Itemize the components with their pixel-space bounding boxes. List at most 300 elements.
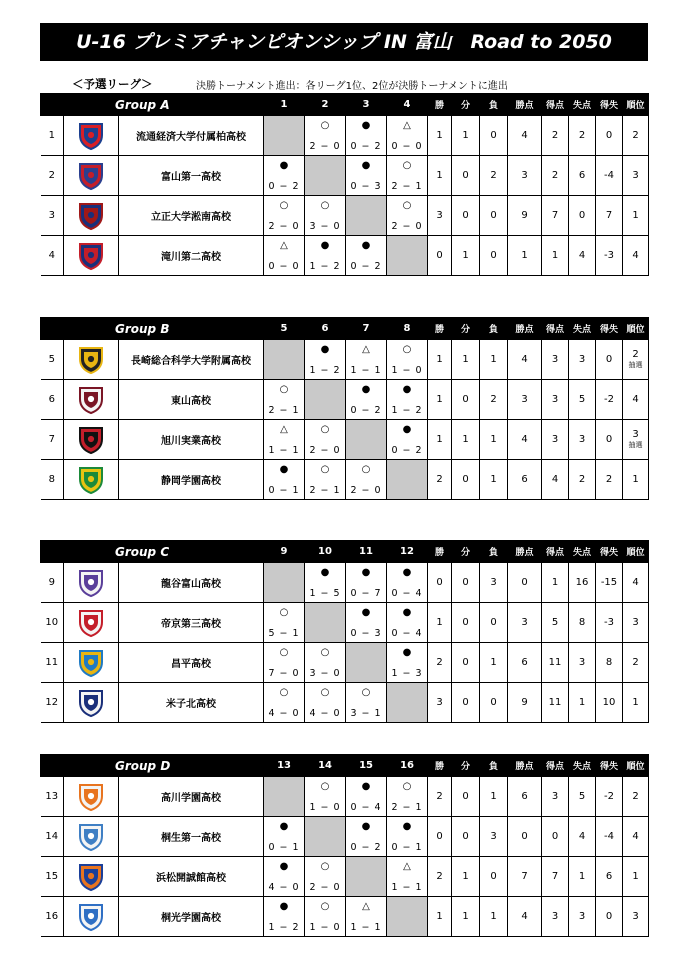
match-result-cell	[346, 777, 387, 817]
takagawa-gakuen-crest-icon	[64, 777, 119, 817]
match-score: 0 − 4	[350, 802, 382, 813]
match-result-cell	[387, 420, 428, 460]
header-points: 勝点	[508, 755, 542, 777]
match-result-cell	[346, 340, 387, 380]
goal-difference: -2	[596, 380, 623, 420]
match-result-cell	[346, 460, 387, 500]
team-number: 9	[41, 563, 64, 603]
opponent-column-header: 4	[387, 94, 428, 116]
header-gf: 得点	[542, 94, 569, 116]
header-draw: 分	[452, 541, 480, 563]
losses: 3	[480, 817, 508, 857]
goal-difference: -4	[596, 817, 623, 857]
goals-for: 3	[542, 897, 569, 937]
points: 6	[508, 777, 542, 817]
draws: 1	[452, 420, 480, 460]
match-score: 0 − 2	[350, 405, 382, 416]
opponent-column-header: 3	[346, 94, 387, 116]
match-score: 1 − 3	[391, 668, 423, 679]
draws: 0	[452, 683, 480, 723]
goals-against: 1	[569, 683, 596, 723]
match-result-cell	[387, 857, 428, 897]
goal-difference: 0	[596, 420, 623, 460]
school-name: 桐光学園高校	[119, 897, 264, 937]
header-loss: 負	[480, 318, 508, 340]
match-result-cell	[305, 857, 346, 897]
goals-for: 3	[542, 380, 569, 420]
points: 0	[508, 817, 542, 857]
self-match-cell	[346, 857, 387, 897]
match-result-cell	[387, 340, 428, 380]
goals-against: 3	[569, 643, 596, 683]
wins: 2	[428, 460, 452, 500]
goals-against: 3	[569, 897, 596, 937]
rank: 1	[632, 473, 639, 485]
match-score: 2 − 0	[350, 485, 382, 496]
self-match-cell	[387, 236, 428, 276]
points: 9	[508, 683, 542, 723]
opponent-column-header: 8	[387, 318, 428, 340]
school-name: 龍谷富山高校	[119, 563, 264, 603]
match-result-cell	[264, 460, 305, 500]
header-win: 勝	[428, 94, 452, 116]
rank: 4	[632, 576, 639, 588]
goals-against: 3	[569, 420, 596, 460]
group-table-1	[40, 93, 648, 276]
goals-for: 2	[542, 116, 569, 156]
result-mark: △	[403, 861, 411, 872]
result-mark: ●	[402, 607, 412, 618]
match-score: 1 − 1	[350, 365, 382, 376]
table-row	[41, 380, 649, 420]
goals-for: 4	[542, 460, 569, 500]
result-mark: ●	[320, 344, 330, 355]
losses: 1	[480, 897, 508, 937]
school-name: 立正大学淞南高校	[119, 196, 264, 236]
rank: 1	[632, 870, 639, 882]
match-score: 2 − 1	[268, 405, 300, 416]
result-mark: △	[362, 901, 370, 912]
match-score: 1 − 2	[391, 405, 423, 416]
header-gd: 得失	[596, 755, 623, 777]
goals-for: 3	[542, 340, 569, 380]
school-name: 静岡学園高校	[119, 460, 264, 500]
goals-for: 7	[542, 196, 569, 236]
goal-difference: 0	[596, 897, 623, 937]
self-match-cell	[264, 340, 305, 380]
wins: 2	[428, 643, 452, 683]
result-mark: △	[280, 424, 288, 435]
wins: 1	[428, 380, 452, 420]
goal-difference: -3	[596, 236, 623, 276]
opponent-column-header: 9	[264, 541, 305, 563]
opponent-column-header: 5	[264, 318, 305, 340]
header-gf: 得点	[542, 755, 569, 777]
asahikawa-jitsugyo-crest-icon	[64, 420, 119, 460]
rank: 2	[632, 349, 639, 360]
team-number: 15	[41, 857, 64, 897]
header-ga: 失点	[569, 755, 596, 777]
toko-gakuen-crest-icon	[64, 897, 119, 937]
header-gd: 得失	[596, 94, 623, 116]
points: 6	[508, 460, 542, 500]
match-score: 1 − 2	[309, 261, 341, 272]
match-result-cell	[264, 643, 305, 683]
goal-difference: -15	[596, 563, 623, 603]
match-result-cell	[305, 777, 346, 817]
goals-for: 2	[542, 156, 569, 196]
self-match-cell	[264, 563, 305, 603]
table-row	[41, 420, 649, 460]
match-score: 5 − 1	[268, 628, 300, 639]
school-name: 旭川実業高校	[119, 420, 264, 460]
match-result-cell	[305, 897, 346, 937]
draws: 0	[452, 563, 480, 603]
goals-for: 3	[542, 777, 569, 817]
points: 3	[508, 380, 542, 420]
table-row	[41, 563, 649, 603]
points: 4	[508, 340, 542, 380]
header-ga: 失点	[569, 541, 596, 563]
draws: 0	[452, 460, 480, 500]
rank-cell	[623, 683, 649, 723]
takigawa-daini-crest-icon	[64, 236, 119, 276]
match-score: 0 − 3	[350, 628, 382, 639]
match-result-cell	[346, 817, 387, 857]
match-score: 4 − 0	[309, 708, 341, 719]
opponent-column-header: 1	[264, 94, 305, 116]
losses: 2	[480, 380, 508, 420]
goals-for: 0	[542, 817, 569, 857]
result-mark: ○	[279, 607, 289, 618]
rank: 4	[632, 393, 639, 405]
wins: 2	[428, 777, 452, 817]
match-score: 2 − 0	[309, 445, 341, 456]
match-score: 1 − 2	[268, 922, 300, 933]
match-result-cell	[346, 116, 387, 156]
team-number: 10	[41, 603, 64, 643]
match-score: 0 − 2	[350, 842, 382, 853]
team-number: 11	[41, 643, 64, 683]
match-result-cell	[264, 897, 305, 937]
opponent-column-header: 11	[346, 541, 387, 563]
team-number: 12	[41, 683, 64, 723]
rank: 3	[632, 910, 639, 922]
rank-note: 抽選	[628, 441, 643, 449]
result-mark: ○	[361, 687, 371, 698]
school-name: 富山第一高校	[119, 156, 264, 196]
goals-against: 5	[569, 777, 596, 817]
wins: 2	[428, 857, 452, 897]
header-gf: 得点	[542, 318, 569, 340]
rank: 4	[632, 249, 639, 261]
losses: 1	[480, 420, 508, 460]
kiryu-daiichi-crest-icon	[64, 817, 119, 857]
match-result-cell	[264, 196, 305, 236]
rissho-shonan-crest-icon	[64, 196, 119, 236]
opponent-column-header: 7	[346, 318, 387, 340]
goals-for: 11	[542, 643, 569, 683]
opponent-column-header: 13	[264, 755, 305, 777]
match-result-cell	[264, 156, 305, 196]
rank: 1	[632, 696, 639, 708]
match-score: 2 − 0	[391, 221, 423, 232]
wins: 1	[428, 156, 452, 196]
wins: 1	[428, 897, 452, 937]
rank-cell	[623, 897, 649, 937]
result-mark: ●	[361, 240, 371, 251]
match-score: 2 − 1	[391, 802, 423, 813]
table-row	[41, 156, 649, 196]
match-score: 0 − 0	[268, 261, 300, 272]
rank-cell	[623, 236, 649, 276]
rank-cell	[623, 340, 649, 380]
goals-against: 16	[569, 563, 596, 603]
result-mark: ●	[320, 240, 330, 251]
match-score: 0 − 1	[268, 485, 300, 496]
self-match-cell	[305, 156, 346, 196]
match-score: 0 − 4	[391, 628, 423, 639]
result-mark: △	[280, 240, 288, 251]
higashiyama-crest-icon	[64, 380, 119, 420]
result-mark: ●	[361, 821, 371, 832]
losses: 0	[480, 603, 508, 643]
match-score: 4 − 0	[268, 882, 300, 893]
result-mark: ●	[279, 861, 289, 872]
header-points: 勝点	[508, 94, 542, 116]
goal-difference: 6	[596, 857, 623, 897]
goal-difference: 8	[596, 643, 623, 683]
header-rank: 順位	[623, 541, 649, 563]
result-mark: ●	[402, 821, 412, 832]
losses: 2	[480, 156, 508, 196]
header-draw: 分	[452, 318, 480, 340]
group-table-2	[40, 317, 648, 500]
match-score: 1 − 1	[391, 882, 423, 893]
group-name: Group A	[41, 94, 264, 116]
result-mark: ○	[402, 344, 412, 355]
match-result-cell	[387, 563, 428, 603]
result-mark: ●	[320, 567, 330, 578]
result-mark: ○	[402, 160, 412, 171]
wins: 1	[428, 603, 452, 643]
match-result-cell	[346, 683, 387, 723]
header-ga: 失点	[569, 318, 596, 340]
group-table-3	[40, 540, 648, 723]
result-mark: ●	[279, 464, 289, 475]
table-row	[41, 817, 649, 857]
wins: 3	[428, 196, 452, 236]
rank-cell	[623, 196, 649, 236]
goals-for: 1	[542, 236, 569, 276]
rank-cell	[623, 643, 649, 683]
match-score: 1 − 1	[350, 922, 382, 933]
rank: 3	[632, 429, 639, 440]
match-score: 0 − 3	[350, 181, 382, 192]
match-result-cell	[346, 603, 387, 643]
draws: 1	[452, 236, 480, 276]
goals-against: 6	[569, 156, 596, 196]
rank-cell	[623, 817, 649, 857]
nagasaki-sogo-crest-icon	[64, 340, 119, 380]
school-name: 流通経済大学付属柏高校	[119, 116, 264, 156]
result-mark: ○	[402, 200, 412, 211]
match-result-cell	[305, 196, 346, 236]
match-result-cell	[305, 460, 346, 500]
draws: 0	[452, 643, 480, 683]
team-number: 8	[41, 460, 64, 500]
school-name: 高川学園高校	[119, 777, 264, 817]
losses: 1	[480, 777, 508, 817]
result-mark: ○	[320, 647, 330, 658]
match-result-cell	[387, 817, 428, 857]
rank: 3	[632, 169, 639, 181]
losses: 1	[480, 460, 508, 500]
match-score: 0 − 2	[268, 181, 300, 192]
result-mark: ○	[279, 384, 289, 395]
hamamatsu-kaiseikan-crest-icon	[64, 857, 119, 897]
goal-difference: -4	[596, 156, 623, 196]
r-logo-icon	[64, 116, 119, 156]
match-result-cell	[305, 683, 346, 723]
team-number: 1	[41, 116, 64, 156]
match-score: 0 − 2	[391, 445, 423, 456]
result-mark: ●	[361, 607, 371, 618]
shizuoka-gakuen-crest-icon	[64, 460, 119, 500]
table-row	[41, 340, 649, 380]
match-result-cell	[264, 236, 305, 276]
match-score: 2 − 1	[391, 181, 423, 192]
result-mark: △	[403, 120, 411, 131]
match-result-cell	[305, 563, 346, 603]
goal-difference: 0	[596, 340, 623, 380]
goals-for: 3	[542, 420, 569, 460]
draws: 0	[452, 156, 480, 196]
table-row	[41, 777, 649, 817]
table-row	[41, 857, 649, 897]
opponent-column-header: 15	[346, 755, 387, 777]
match-score: 0 − 4	[391, 588, 423, 599]
points: 7	[508, 857, 542, 897]
result-mark: ○	[320, 861, 330, 872]
match-score: 7 − 0	[268, 668, 300, 679]
match-score: 0 − 1	[391, 842, 423, 853]
group-name: Group C	[41, 541, 264, 563]
header-gd: 得失	[596, 318, 623, 340]
match-score: 2 − 0	[309, 141, 341, 152]
goals-against: 5	[569, 380, 596, 420]
section-note: 決勝トーナメント進出：各リーグ1位、2位が決勝トーナメントに進出	[196, 81, 508, 92]
yonago-kita-crest-icon	[64, 683, 119, 723]
match-score: 3 − 0	[309, 668, 341, 679]
result-mark: ○	[279, 647, 289, 658]
match-result-cell	[346, 563, 387, 603]
losses: 0	[480, 196, 508, 236]
points: 4	[508, 420, 542, 460]
points: 9	[508, 196, 542, 236]
goal-difference: 10	[596, 683, 623, 723]
opponent-column-header: 12	[387, 541, 428, 563]
shohei-crest-icon	[64, 643, 119, 683]
match-score: 1 − 0	[309, 802, 341, 813]
self-match-cell	[264, 116, 305, 156]
match-result-cell	[346, 380, 387, 420]
rank: 2	[632, 790, 639, 802]
match-score: 1 − 1	[268, 445, 300, 456]
draws: 1	[452, 340, 480, 380]
table-row	[41, 116, 649, 156]
match-score: 0 − 1	[268, 842, 300, 853]
result-mark: ●	[402, 424, 412, 435]
header-win: 勝	[428, 318, 452, 340]
table-row	[41, 683, 649, 723]
match-score: 3 − 1	[350, 708, 382, 719]
draws: 1	[452, 897, 480, 937]
rank-cell	[623, 857, 649, 897]
points: 3	[508, 603, 542, 643]
points: 0	[508, 563, 542, 603]
table-row	[41, 897, 649, 937]
school-name: 米子北高校	[119, 683, 264, 723]
losses: 1	[480, 340, 508, 380]
match-result-cell	[264, 817, 305, 857]
result-mark: ●	[361, 384, 371, 395]
rank-cell	[623, 380, 649, 420]
draws: 1	[452, 116, 480, 156]
opponent-column-header: 10	[305, 541, 346, 563]
points: 1	[508, 236, 542, 276]
match-result-cell	[264, 683, 305, 723]
draws: 0	[452, 380, 480, 420]
header-points: 勝点	[508, 318, 542, 340]
wins: 1	[428, 116, 452, 156]
losses: 0	[480, 116, 508, 156]
match-score: 4 − 0	[268, 708, 300, 719]
header-points: 勝点	[508, 541, 542, 563]
match-score: 0 − 0	[391, 141, 423, 152]
match-score: 1 − 0	[309, 922, 341, 933]
group-table-4	[40, 754, 648, 937]
rank: 1	[632, 209, 639, 221]
header-rank: 順位	[623, 318, 649, 340]
points: 4	[508, 897, 542, 937]
match-result-cell	[264, 380, 305, 420]
wins: 1	[428, 420, 452, 460]
opponent-column-header: 2	[305, 94, 346, 116]
table-row	[41, 643, 649, 683]
result-mark: ○	[279, 687, 289, 698]
goals-against: 2	[569, 116, 596, 156]
match-result-cell	[346, 236, 387, 276]
rank: 4	[632, 830, 639, 842]
header-loss: 負	[480, 755, 508, 777]
header-ga: 失点	[569, 94, 596, 116]
match-result-cell	[387, 116, 428, 156]
school-name: 東山高校	[119, 380, 264, 420]
result-mark: ○	[320, 200, 330, 211]
goal-difference: -3	[596, 603, 623, 643]
header-win: 勝	[428, 755, 452, 777]
goals-against: 1	[569, 857, 596, 897]
rank-cell	[623, 777, 649, 817]
header-rank: 順位	[623, 94, 649, 116]
team-number: 13	[41, 777, 64, 817]
result-mark: ●	[402, 647, 412, 658]
goals-for: 7	[542, 857, 569, 897]
wins: 0	[428, 236, 452, 276]
rank: 3	[632, 616, 639, 628]
match-result-cell	[264, 603, 305, 643]
